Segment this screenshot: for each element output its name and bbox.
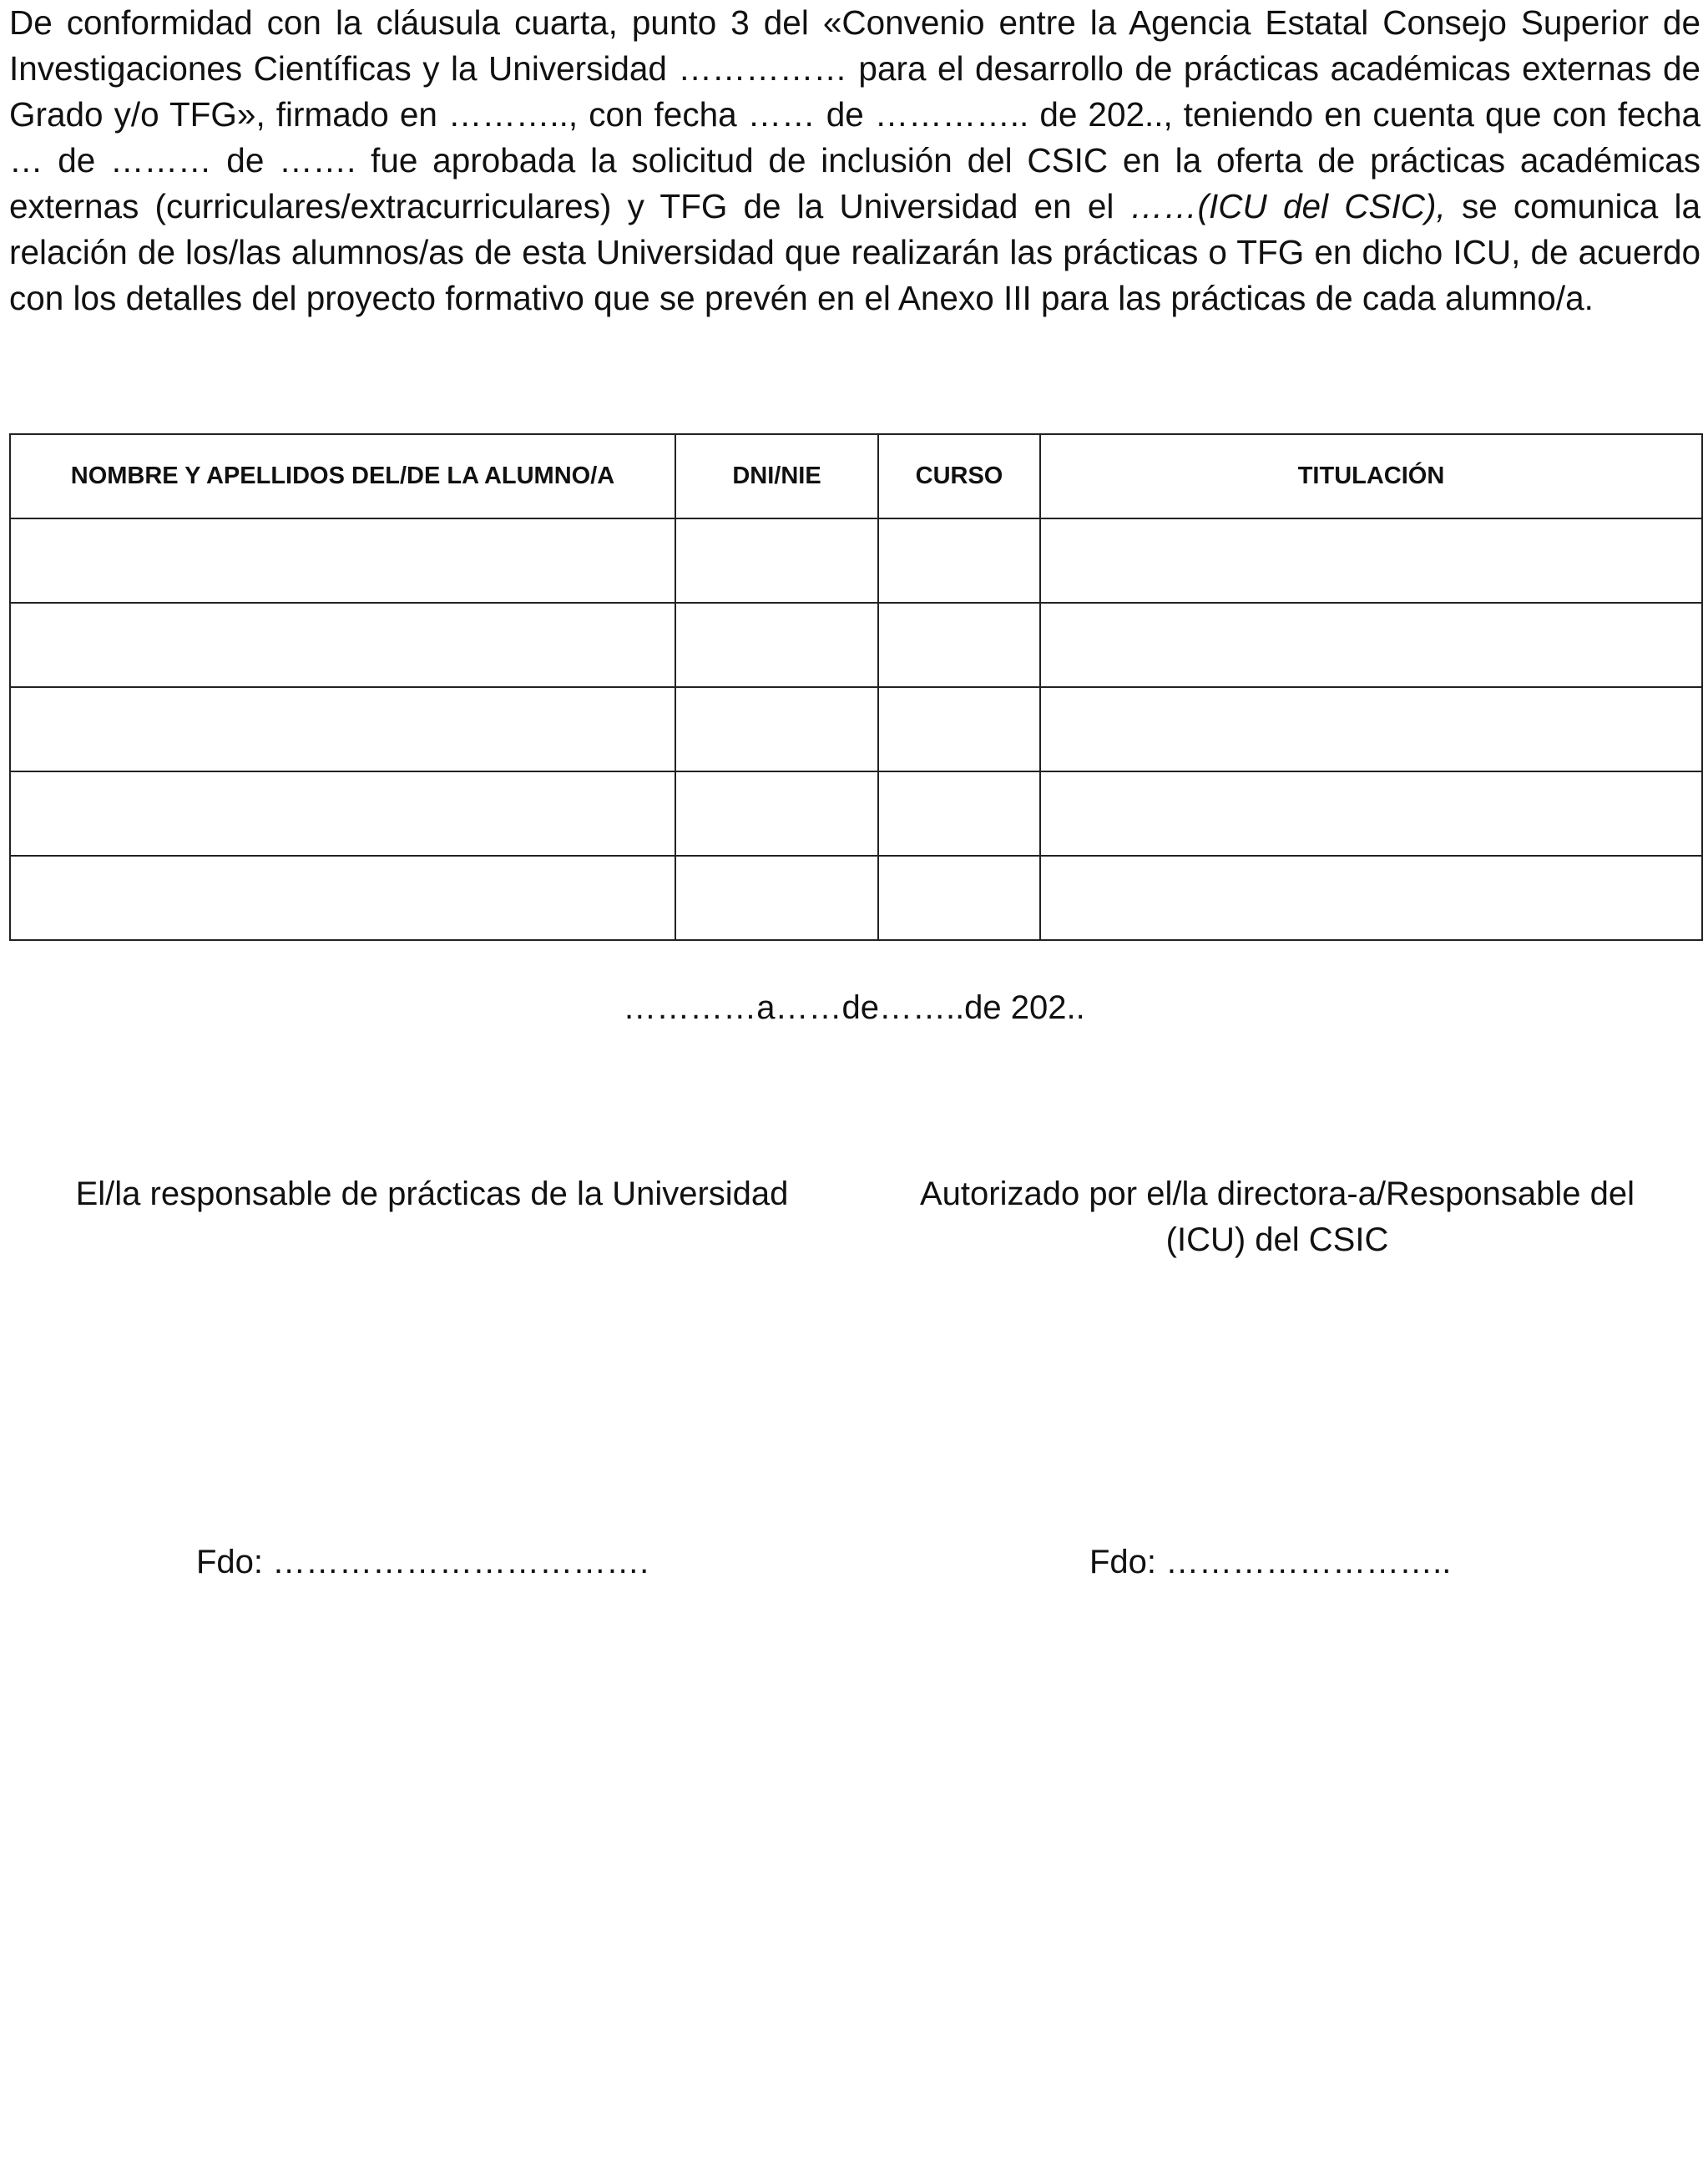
intro-text-part3: se comunica la relación de los/las alumnos/as de esta Universidad que realizarán las prácticas o TFG en dicho ICU, de acuerdo con los detalles del proyecto formativo que se prevén en el Anexo III para las prácticas de cada alumno/a. (9, 187, 1700, 317)
cell-titulacion[interactable] (1040, 603, 1702, 687)
cell-titulacion[interactable] (1040, 856, 1702, 940)
cell-titulacion[interactable] (1040, 771, 1702, 856)
university-signature-line: Fdo: ……………………………. (196, 1544, 649, 1580)
university-signer-title: El/la responsable de prácticas de la Universidad (75, 1176, 789, 1212)
cell-curso[interactable] (878, 687, 1040, 771)
csic-signer-title: Autorizado por el/la directora-a/Responsable del (ICU) del CSIC (919, 1176, 1635, 1258)
csic-signature-line: Fdo: …………………….. (1089, 1544, 1452, 1580)
cell-nombre[interactable] (10, 518, 675, 603)
cell-dni[interactable] (675, 771, 878, 856)
table-row (10, 771, 1702, 856)
table-row (10, 856, 1702, 940)
cell-titulacion[interactable] (1040, 687, 1702, 771)
cell-curso[interactable] (878, 856, 1040, 940)
cell-nombre[interactable] (10, 687, 675, 771)
intro-paragraph (9, 0, 1700, 321)
place-date-line: …………a……de……..de 202.. (623, 989, 1085, 1026)
header-dni: DNI/NIE (675, 434, 878, 518)
header-curso: CURSO (878, 434, 1040, 518)
students-table (9, 433, 1703, 941)
cell-dni[interactable] (675, 687, 878, 771)
cell-curso[interactable] (878, 518, 1040, 603)
cell-nombre[interactable] (10, 603, 675, 687)
cell-nombre[interactable] (10, 771, 675, 856)
intro-text-part1: De conformidad con la cláusula cuarta, punto 3 del «Convenio entre la Agencia Estatal Consejo Superior de Investigaciones Científicas y la Universidad …………… para el desarrollo de prácticas académicas externas de Grado y/o TFG», firmado en ……….., con fecha …… de ………….. de 202.., teniendo en cuenta que con fecha … de ……… de ……. fue aprobada la solicitud de inclusión del CSIC en la oferta de prácticas académicas externas (curriculares/extracurriculares) y TFG de la Universidad en el (9, 3, 1700, 225)
cell-titulacion[interactable] (1040, 518, 1702, 603)
intro-text-icu-italic: ……(ICU del CSIC), (1129, 187, 1446, 225)
cell-curso[interactable] (878, 771, 1040, 856)
cell-curso[interactable] (878, 603, 1040, 687)
table-row (10, 518, 1702, 603)
header-titulacion: TITULACIÓN (1040, 434, 1702, 518)
table-row (10, 687, 1702, 771)
table-row (10, 603, 1702, 687)
cell-dni[interactable] (675, 856, 878, 940)
table-header-row (10, 434, 1702, 518)
cell-nombre[interactable] (10, 856, 675, 940)
cell-dni[interactable] (675, 603, 878, 687)
header-nombre: NOMBRE Y APELLIDOS DEL/DE LA ALUMNO/A (10, 434, 675, 518)
cell-dni[interactable] (675, 518, 878, 603)
